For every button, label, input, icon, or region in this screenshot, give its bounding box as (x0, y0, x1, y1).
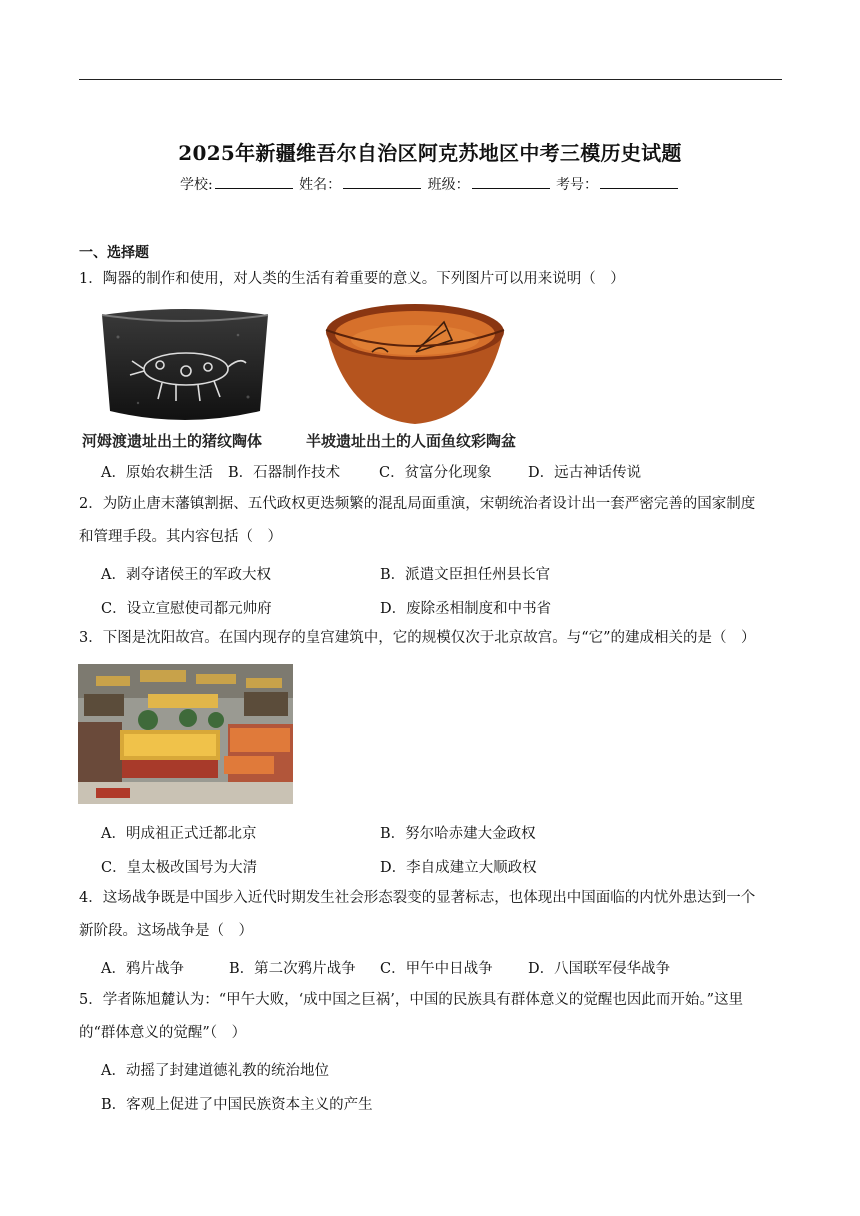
exam-title: 2025年新疆维吾尔自治区阿克苏地区中考三模历史试题 (178, 141, 682, 165)
q1-option-c[interactable]: C．贫富分化现象 (379, 465, 492, 481)
q1-option-d[interactable]: D．远古神话传说 (528, 465, 642, 481)
q3-option-b[interactable]: B．努尔哈赤建大金政权 (380, 826, 536, 842)
section-heading: 一、选择题 (79, 245, 149, 261)
q3-option-c[interactable]: C．皇太极改国号为大清 (101, 860, 258, 876)
painted-pottery-basin-image (324, 300, 506, 428)
question-5-stem-line2: 的“群体意义的觉醒”（ ） (79, 1025, 247, 1041)
exam-number-blank[interactable] (600, 176, 678, 189)
caption-basin: 半坡遗址出土的人面鱼纹彩陶盆 (306, 432, 517, 450)
caption-pig-pottery: 河姆渡遗址出土的猪纹陶体 (82, 432, 263, 450)
q4-option-c[interactable]: C．甲午中日战争 (380, 961, 493, 977)
question-4-stem-line1: 4．这场战争既是中国步入近代时期发生社会形态裂变的显著标志，也体现出中国面临的内忧外患达到一个 (79, 890, 756, 906)
q4-option-b[interactable]: B．第二次鸦片战争 (229, 961, 356, 977)
q2-option-a[interactable]: A．剥夺诸侯王的军政大权 (101, 567, 271, 583)
class-label: 班级： (427, 177, 470, 193)
q3-option-a[interactable]: A．明成祖正式迁都北京 (101, 826, 257, 842)
q1-option-a[interactable]: A．原始农耕生活 (101, 465, 213, 481)
question-4-stem-line2: 新阶段。这场战争是（ ） (79, 923, 253, 939)
student-info-line (0, 174, 860, 194)
q2-option-c[interactable]: C．设立宣慰使司都元帅府 (101, 601, 272, 617)
q5-option-a[interactable]: A．动摇了封建道德礼教的统治地位 (101, 1063, 329, 1079)
q3-option-d[interactable]: D．李自成建立大顺政权 (380, 860, 537, 876)
question-3-stem: 3．下图是沈阳故宫。在国内现存的皇宫建筑中，它的规模仅次于北京故宫。与“它”的建成相关的是（ ） (79, 630, 756, 646)
question-5-stem-line1: 5．学者陈旭麓认为：“甲午大败，‘成中国之巨祸’，中国的民族具有群体意义的觉醒也因此而开始。”这里 (79, 992, 744, 1008)
q5-option-b[interactable]: B．客观上促进了中国民族资本主义的产生 (101, 1097, 373, 1113)
q2-option-b[interactable]: B．派遣文臣担任州县长官 (380, 567, 551, 583)
question-1-stem: 1．陶器的制作和使用，对人类的生活有着重要的意义。下列图片可以用来说明（ ） (79, 271, 625, 287)
class-blank[interactable] (472, 176, 550, 189)
q1-option-b[interactable]: B．石器制作技术 (228, 465, 341, 481)
name-blank[interactable] (343, 176, 421, 189)
school-label: 学校: (179, 177, 213, 193)
exam-number-label: 考号： (556, 177, 599, 193)
shenyang-palace-photo (78, 664, 293, 804)
pig-pattern-pottery-image (98, 307, 272, 425)
question-2-stem-line2: 和管理手段。其内容包括（ ） (79, 529, 282, 545)
header-rule (79, 79, 782, 80)
question-2-stem-line1: 2．为防止唐末藩镇割据、五代政权更迭频繁的混乱局面重演，宋朝统治者设计出一套严密完善的国家制度 (79, 496, 756, 512)
q4-option-a[interactable]: A．鸦片战争 (101, 961, 184, 977)
school-blank[interactable] (215, 176, 293, 189)
name-label: 姓名： (299, 177, 342, 193)
q4-option-d[interactable]: D．八国联军侵华战争 (528, 961, 671, 977)
q2-option-d[interactable]: D．废除丞相制度和中书省 (380, 601, 552, 617)
